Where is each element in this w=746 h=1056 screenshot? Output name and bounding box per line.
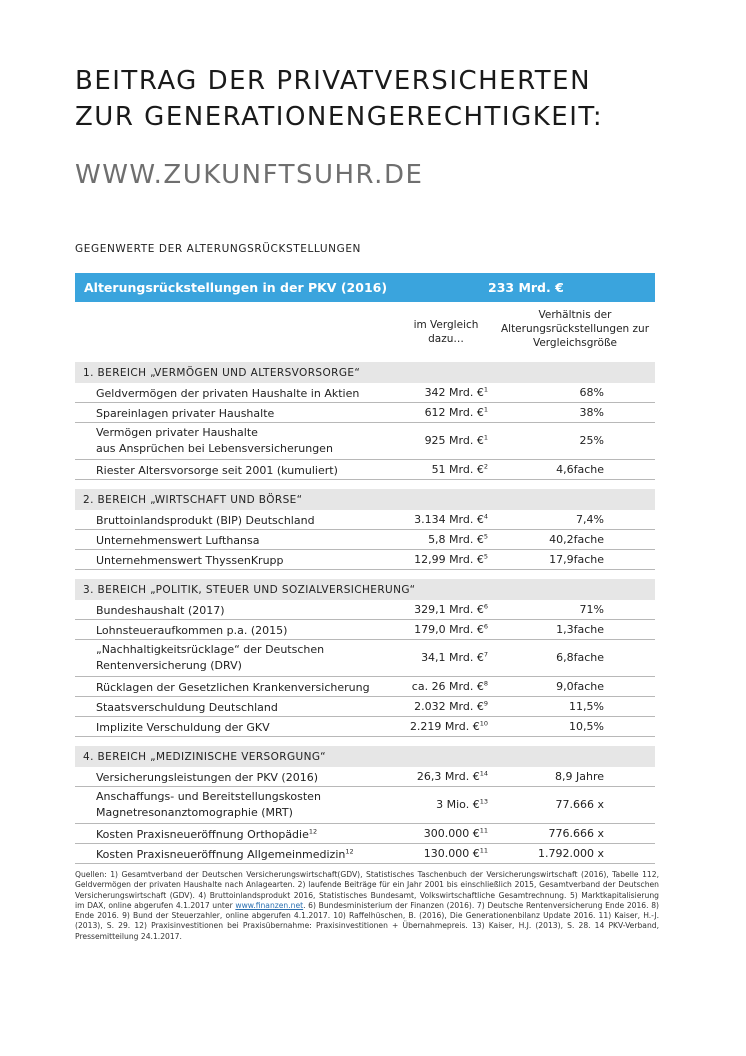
table-row — [75, 787, 655, 824]
row-label-cell — [96, 827, 317, 843]
table-row — [75, 717, 655, 737]
comparison-value — [436, 798, 488, 811]
row-label-cell — [96, 406, 274, 422]
label-footnote: 12 — [308, 827, 318, 836]
value-footnote: 11 — [479, 826, 488, 835]
comparison-value — [417, 770, 488, 783]
ratio-value: 40,2fache — [549, 533, 604, 546]
column-header-ratio: Verhältnis der Alterungsrückstellungen zur Vergleichsgröße — [500, 309, 650, 349]
ratio-value: 77.666 x — [555, 798, 604, 811]
value-text: 34,1 Mrd. € — [421, 651, 484, 664]
ratio-value: 17,9fache — [549, 553, 604, 566]
row-label: Implizite Verschuldung der GKV — [96, 721, 270, 734]
ratio-value: 38% — [579, 406, 604, 419]
value-footnote: 6 — [483, 622, 488, 631]
row-label-cell — [96, 425, 333, 457]
sources-link[interactable]: www.finanzen.net — [235, 900, 304, 910]
row-label: Riester Altersvorsorge seit 2001 (kumuliert) — [96, 464, 338, 477]
value-text: 3.134 Mrd. € — [414, 513, 484, 526]
row-label: Bruttoinlandsprodukt (BIP) Deutschland — [96, 514, 315, 527]
table-row — [75, 844, 655, 864]
comparison-value — [425, 386, 488, 399]
row-label-line-2: Magnetresonanztomographie (MRT) — [96, 806, 293, 819]
table-row — [75, 423, 655, 460]
row-label-cell — [96, 789, 321, 821]
value-text: 130.000 € — [423, 847, 480, 860]
table-row — [75, 697, 655, 717]
value-footnote: 9 — [483, 699, 488, 708]
row-label: „Nachhaltigkeitsrücklage“ der Deutschen — [96, 643, 325, 656]
value-footnote: 5 — [483, 552, 488, 561]
value-footnote: 6 — [483, 602, 488, 611]
table-header-bar — [75, 273, 655, 302]
value-text: 342 Mrd. € — [424, 386, 484, 399]
table-body — [75, 362, 655, 864]
row-label-line-2: aus Ansprüchen bei Lebensversicherungen — [96, 442, 333, 455]
row-label-cell — [96, 553, 284, 569]
value-footnote: 7 — [483, 650, 488, 659]
value-text: 3 Mio. € — [436, 798, 480, 811]
row-label: Vermögen privater Haushalte — [96, 426, 258, 439]
section-header — [75, 746, 655, 767]
section-gap — [75, 480, 655, 489]
value-footnote: 1 — [483, 385, 488, 394]
value-footnote: 1 — [483, 433, 488, 442]
row-label-cell — [96, 680, 370, 696]
comparison-value — [428, 533, 488, 546]
value-footnote: 13 — [479, 797, 488, 806]
comparison-value — [414, 700, 488, 713]
table-row — [75, 530, 655, 550]
ratio-value: 8,9 Jahre — [555, 770, 604, 783]
comparison-value — [414, 553, 488, 566]
value-footnote: 2 — [483, 462, 488, 471]
ratio-value: 11,5% — [569, 700, 604, 713]
row-label-cell — [96, 847, 354, 863]
table-row — [75, 403, 655, 423]
value-text: 925 Mrd. € — [424, 434, 484, 447]
value-footnote: 1 — [483, 405, 488, 414]
row-label-cell — [96, 700, 278, 716]
row-label: Kosten Praxisneueröffnung Orthopädie — [96, 828, 309, 841]
table-row — [75, 824, 655, 844]
value-footnote: 10 — [479, 719, 488, 728]
row-label-line-2: Rentenversicherung (DRV) — [96, 659, 242, 672]
value-text: 5,8 Mrd. € — [428, 533, 484, 546]
comparison-value — [414, 603, 488, 616]
value-text: ca. 26 Mrd. € — [411, 680, 484, 693]
value-text: 179,0 Mrd. € — [414, 623, 484, 636]
sources-text-2: . 6) Bundesministerium der Finanzen (2016). 7) Deutsche Rentenversicherung Ende 2016. 8) Ende 2016. 9) Bund der Steuerzahler, online abgerufen 4.1.2017. 10) Raffelhüschen, B. (2016), Die Generationenbilanz Update 2016. 11) Kaiser, H.-J. (2013), S. 29. 12) Praxisinvestitionen bei Praxisübernahme: Praxisinvestitionen + Übernahmepreis. 13) Kaiser, H.J. (2013), S. 28. 14 PKV-Verband, Pressemitteilung 24.1.2017. — [75, 900, 659, 941]
section-header — [75, 362, 655, 383]
section-title: 4. BEREICH „MEDIZINISCHE VERSORGUNG“ — [83, 751, 326, 763]
value-text: 2.032 Mrd. € — [414, 700, 484, 713]
comparison-value — [421, 651, 488, 664]
value-text: 2.219 Mrd. € — [409, 720, 480, 733]
row-label-cell — [96, 642, 324, 674]
comparison-value — [425, 406, 488, 419]
section-gap — [75, 570, 655, 579]
comparison-value — [425, 434, 488, 447]
row-label-cell — [96, 603, 225, 619]
table-row — [75, 620, 655, 640]
comparison-value — [424, 847, 488, 860]
ratio-value: 25% — [579, 434, 604, 447]
ratio-value: 10,5% — [569, 720, 604, 733]
table-row — [75, 550, 655, 570]
sources-text-1: Quellen: 1) Gesamtverband der Deutschen Versicherungswirtschaft(GDV), Statistisches Taschenbuch der Versicherungswirtschaft (2016), Tabelle 112, Geldvermögen der privaten Haushalte nach Anlagearten. 2) laufende Beiträge für ein Jahr 2001 bis einschließlich 2015, Gesamtverband der Deutschen Versicherungswirtschaft (GDV). 4) Bruttoinlandsprodukt 2016, Statistisches Bundesamt, Volkswirtschaftliche Gesamtrechnung. 5) Marktkapitalisierung im DAX, online abgerufen 4.1.2017 unter — [75, 870, 659, 910]
comparison-value — [412, 680, 488, 693]
section-title: 1. BEREICH „VERMÖGEN UND ALTERSVORSORGE“ — [83, 367, 361, 379]
column-header-comparison: im Vergleich dazu… — [413, 319, 479, 345]
row-label: Geldvermögen der privaten Haushalte in Aktien — [96, 387, 360, 400]
page-title — [75, 63, 603, 135]
section-header — [75, 579, 655, 600]
row-label: Kosten Praxisneueröffnung Allgemeinmedizin — [96, 848, 346, 861]
row-label-cell — [96, 533, 259, 549]
table-row — [75, 640, 655, 677]
value-footnote: 5 — [483, 532, 488, 541]
row-label-cell — [96, 386, 359, 402]
value-text: 612 Mrd. € — [424, 406, 484, 419]
table-row — [75, 460, 655, 480]
section-title: 2. BEREICH „WIRTSCHAFT UND BÖRSE“ — [83, 494, 303, 506]
comparison-value — [414, 513, 488, 526]
comparison-value — [414, 623, 488, 636]
row-label: Staatsverschuldung Deutschland — [96, 701, 278, 714]
comparison-value — [424, 827, 488, 840]
label-footnote: 12 — [345, 847, 354, 856]
value-text: 26,3 Mrd. € — [416, 770, 480, 783]
comparison-table — [75, 273, 655, 864]
section-label: GEGENWERTE DER ALTERUNGSRÜCKSTELLUNGEN — [75, 243, 362, 255]
section-title: 3. BEREICH „POLITIK, STEUER UND SOZIALVERSICHERUNG“ — [83, 584, 416, 596]
value-footnote: 4 — [483, 512, 488, 521]
table-row — [75, 383, 655, 403]
row-label: Rücklagen der Gesetzlichen Krankenversicherung — [96, 681, 370, 694]
row-label: Lohnsteueraufkommen p.a. (2015) — [96, 624, 288, 637]
sources-footnote — [75, 870, 659, 942]
row-label: Unternehmenswert ThyssenKrupp — [96, 554, 284, 567]
ratio-value: 1.792.000 x — [538, 847, 604, 860]
website-url[interactable]: WWW.ZUKUNFTSUHR.DE — [75, 160, 424, 190]
header-value: 233 Mrd. € — [488, 280, 564, 295]
ratio-value: 71% — [579, 603, 604, 616]
value-footnote: 14 — [479, 769, 488, 778]
value-footnote: 8 — [483, 679, 488, 688]
row-label-cell — [96, 770, 318, 786]
section-gap — [75, 737, 655, 746]
value-text: 329,1 Mrd. € — [414, 603, 484, 616]
row-label: Bundeshaushalt (2017) — [96, 604, 225, 617]
row-label-cell — [96, 463, 338, 479]
ratio-value: 776.666 x — [548, 827, 604, 840]
row-label: Versicherungsleistungen der PKV (2016) — [96, 771, 319, 784]
table-row — [75, 510, 655, 530]
row-label-cell — [96, 720, 270, 736]
ratio-value: 4,6fache — [556, 463, 604, 476]
comparison-value — [410, 720, 488, 733]
value-footnote: 11 — [479, 846, 488, 855]
ratio-value: 6,8fache — [556, 651, 604, 664]
title-line-1: BEITRAG DER PRIVATVERSICHERTEN — [75, 66, 592, 96]
row-label: Spareinlagen privater Haushalte — [96, 407, 275, 420]
row-label: Anschaffungs- und Bereitstellungskosten — [96, 790, 321, 803]
value-text: 51 Mrd. € — [431, 463, 484, 476]
row-label-cell — [96, 513, 315, 529]
section-header — [75, 489, 655, 510]
ratio-value: 7,4% — [576, 513, 604, 526]
row-label-cell — [96, 623, 287, 639]
value-text: 300.000 € — [423, 827, 480, 840]
value-text: 12,99 Mrd. € — [414, 553, 484, 566]
ratio-value: 68% — [579, 386, 604, 399]
title-line-2: ZUR GENERATIONENGERECHTIGKEIT: — [75, 102, 604, 132]
comparison-value — [432, 463, 488, 476]
table-row — [75, 767, 655, 787]
ratio-value: 1,3fache — [556, 623, 604, 636]
table-row — [75, 600, 655, 620]
column-headers — [75, 302, 655, 362]
row-label: Unternehmenswert Lufthansa — [96, 534, 260, 547]
table-row — [75, 677, 655, 697]
header-label: Alterungsrückstellungen in der PKV (2016) — [84, 280, 388, 295]
ratio-value: 9,0fache — [556, 680, 604, 693]
